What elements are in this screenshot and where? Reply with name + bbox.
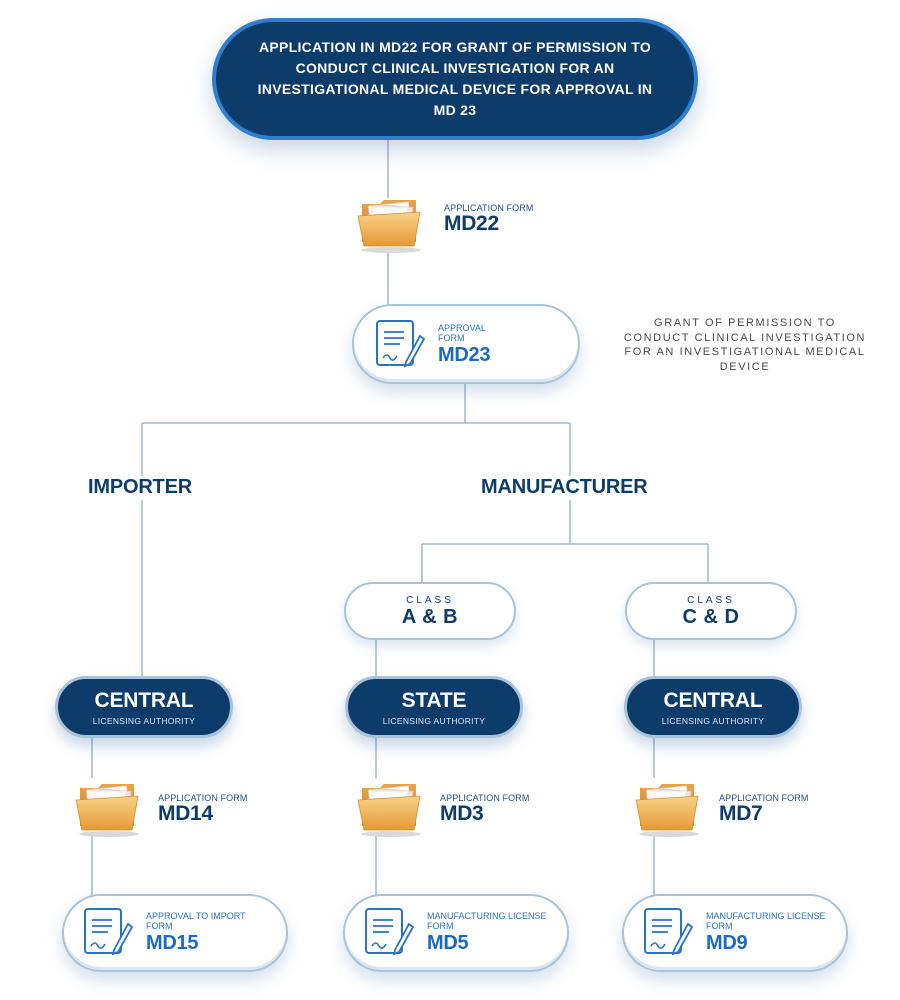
md23-label: MD23	[438, 344, 491, 366]
folder-icon	[356, 194, 426, 254]
class-ab-label: A & B	[401, 606, 459, 628]
importer-authority-caption: LICENSING AUTHORITY	[92, 716, 196, 726]
md5-license-pill	[343, 894, 569, 972]
importer-authority-label: CENTRAL	[94, 689, 194, 712]
class-cd-label: C & D	[682, 606, 740, 628]
title-pill	[212, 18, 698, 140]
md15-label: MD15	[146, 932, 199, 954]
md5-label: MD5	[427, 932, 469, 954]
md9-license-pill	[622, 894, 848, 972]
ab-authority-caption: LICENSING AUTHORITY	[382, 716, 486, 726]
md7-label: MD7	[719, 802, 763, 825]
title-text: APPLICATION IN MD22 FOR GRANT OF PERMISSION TO CONDUCT CLINICAL INVESTIGATION FOR AN INVESTIGATIONAL MEDICAL DEVICE FOR APPROVAL IN MD 23	[257, 39, 653, 118]
importer-authority-pill	[55, 676, 233, 738]
signed-document-icon	[365, 908, 415, 958]
md14-label: MD14	[158, 802, 213, 825]
md22-label: MD22	[444, 212, 499, 235]
ab-authority-label: STATE	[401, 689, 467, 712]
md9-caption-line1: MANUFACTURING LICENSE	[706, 911, 826, 921]
md9-label: MD9	[706, 932, 748, 954]
md3-caption: APPLICATION FORM	[440, 793, 530, 803]
md3-label: MD3	[440, 802, 484, 825]
md15-license-pill	[62, 894, 288, 972]
md23-approval-pill	[352, 304, 580, 384]
md5-caption-line1: MANUFACTURING LICENSE	[427, 911, 547, 921]
cd-authority-label: CENTRAL	[663, 689, 763, 712]
importer-label: IMPORTER	[88, 476, 192, 498]
side-note: GRANT OF PERMISSION TO CONDUCT CLINICAL INVESTIGATION FOR AN INVESTIGATIONAL MEDICAL DEVICE	[623, 317, 867, 373]
class-ab-pill	[344, 582, 516, 640]
class-ab-caption: CLASS	[406, 595, 454, 606]
md22-caption: APPLICATION FORM	[444, 203, 534, 213]
md9-caption-line2: FORM	[706, 921, 733, 931]
folder-icon	[74, 778, 144, 838]
ab-authority-pill	[345, 676, 523, 738]
folder-icon	[356, 778, 426, 838]
md15-caption-line1: APPROVAL TO IMPORT	[146, 911, 246, 921]
md23-caption: APPROVAL FORM	[438, 323, 486, 343]
md14-caption: APPLICATION FORM	[158, 793, 248, 803]
signed-document-icon	[376, 320, 426, 370]
md7-caption: APPLICATION FORM	[719, 793, 809, 803]
signed-document-icon	[84, 908, 134, 958]
md5-caption-line2: FORM	[427, 921, 454, 931]
manufacturer-label: MANUFACTURER	[481, 476, 648, 498]
cd-authority-caption: LICENSING AUTHORITY	[661, 716, 765, 726]
md15-caption-line2: FORM	[146, 921, 173, 931]
signed-document-icon	[644, 908, 694, 958]
folder-icon	[634, 778, 704, 838]
class-cd-caption: CLASS	[687, 595, 735, 606]
cd-authority-pill	[624, 676, 802, 738]
class-cd-pill	[625, 582, 797, 640]
